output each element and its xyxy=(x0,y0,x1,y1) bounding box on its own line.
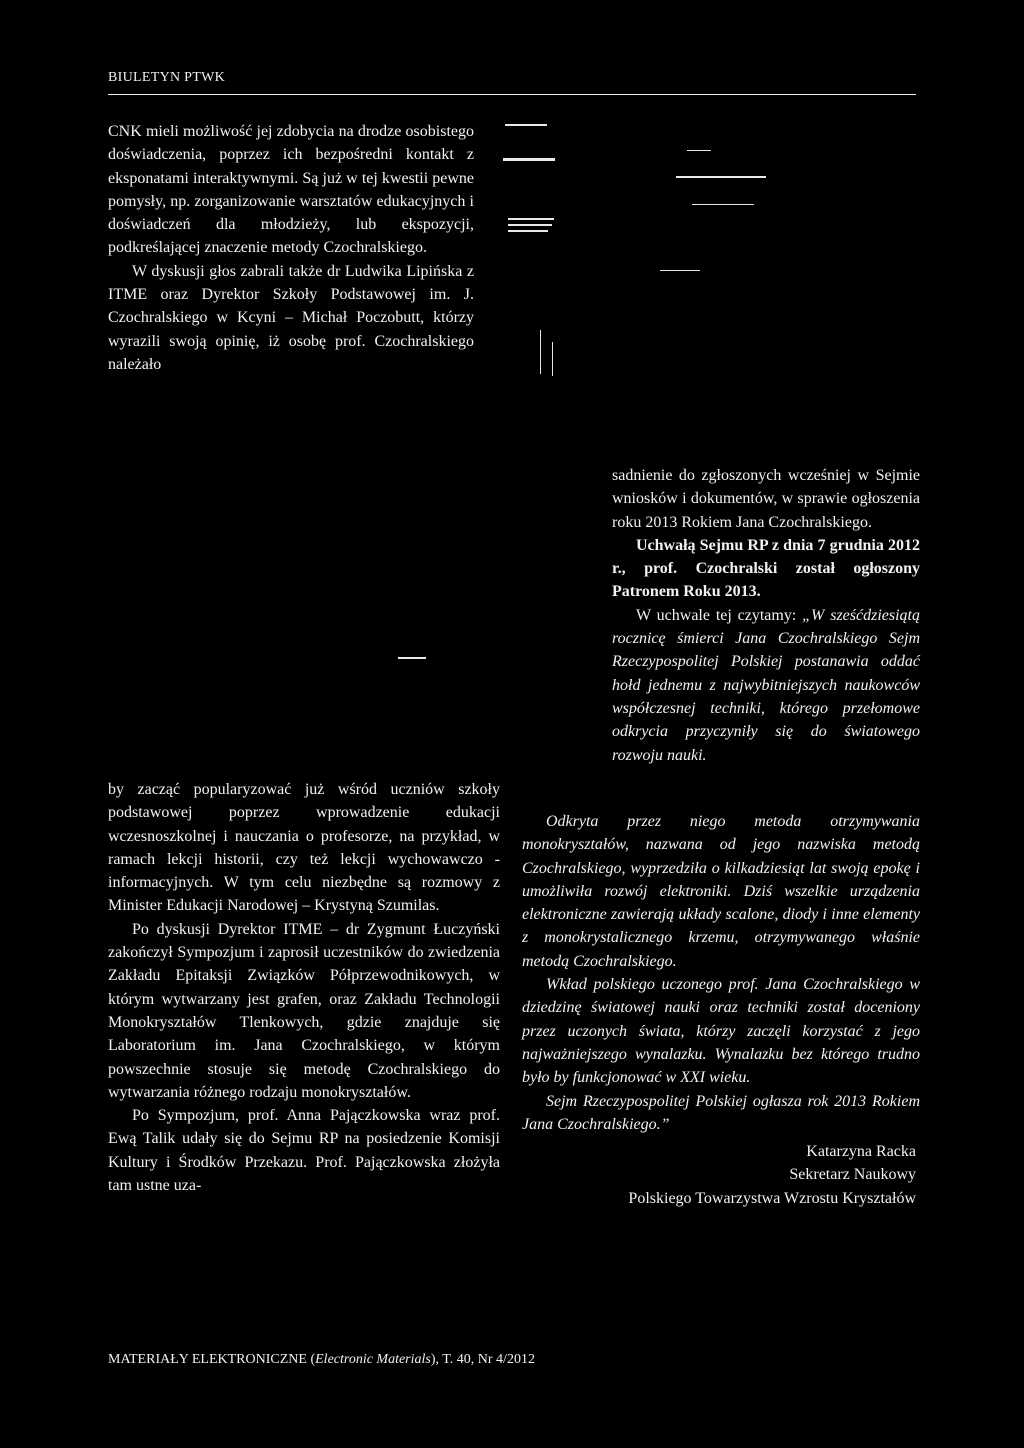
paragraph: Wkład polskiego uczonego prof. Jana Czochralskiego w dziedzinę światowej nauki oraz techniki został doceniony przez uczonych świata, którzy zaczęli korzystać z jego najważniejszego wynalazku. Wynalazku bez którego trudno było by funkcjonować w XXI wieku. xyxy=(522,976,920,1087)
signature xyxy=(522,1140,916,1210)
signature-name: Katarzyna Racka xyxy=(806,1143,916,1160)
paragraph: W uchwale tej czytamy: „W sześćdziesiątą rocznicę śmierci Jana Czochralskiego Sejm Rzeczypospolitej Polskiej postanawia oddać hołd jednemu z najwybitniejszych naukowców współczesnej techniki, którego przełomowe odkrycia przyczyniły się do światowego rozwoju nauki. xyxy=(612,606,921,764)
resolution-quote xyxy=(522,810,920,1136)
running-header: BIULETYN PTWK xyxy=(108,70,226,85)
paragraph: W dyskusji głos zabrali także dr Ludwika Lipińska z ITME oraz Dyrektor Szkoły Podstawowej im. J. Czochralskiego w Kcyni – Michał Poczobutt, którzy wyrazili swoją opinię, iż osobę prof. Czochralskiego należało xyxy=(108,262,474,373)
left-column-top xyxy=(108,120,474,376)
paragraph: sadnienie do zgłoszonych wcześniej w Sejmie wniosków i dokumentów, w sprawie ogłoszenia roku 2013 Rokiem Jana Czochralskiego. xyxy=(612,467,920,531)
paragraph: Sejm Rzeczypospolitej Polskiej ogłasza rok 2013 Rokiem Jana Czochralskiego.” xyxy=(522,1092,920,1133)
paragraph: by zacząć popularyzować już wśród uczniów szkoły podstawowej poprzez wprowadzenie edukacji wczesnoszkolnej i nauczania o profesorze, na przykład, w ramach lekcji historii, czy też lekcji wychowawczo - informacyjnych. W tym celu niezbędne są rozmowy z Minister Edukacji Narodowej – Krystyną Szumilas. xyxy=(108,781,500,915)
paragraph-bold: Uchwałą Sejmu RP z dnia 7 grudnia 2012 r., prof. Czochralski został ogłoszony Patronem Roku 2013. xyxy=(612,536,920,601)
left-column-bottom xyxy=(108,778,500,1197)
paragraph: Po Sympozjum, prof. Anna Pajączkowska wraz prof. Ewą Talik udały się do Sejmu RP na posiedzenie Komisji Kultury i Środków Przekazu. Prof. Pajączkowska złożyła tam ustne uza- xyxy=(108,1107,500,1195)
signature-role: Sekretarz Naukowy xyxy=(789,1166,916,1184)
paragraph: Odkryta przez niego metoda otrzymywania monokryształów, nazwana od jego nazwiska metodą Czochralskiego, wyprzedziła o kilkadziesiąt lat swoją epokę i umożliwiła rozwój elektroniki. Dziś wszelkie urządzenia elektroniczne zawierają układy scalone, diody i inne elementy z monokrystalicznego krzemu, otrzymywanego właśnie metodą Czochralskiego. xyxy=(522,813,920,970)
signature-org: Polskiego Towarzystwa Wzrostu Kryształów xyxy=(628,1189,916,1207)
paragraph: Po dyskusji Dyrektor ITME – dr Zygmunt Łuczyński zakończył Sympozjum i zaprosił uczestników do zwiedzenia Zakładu Epitaksji Związków Półprzewodnikowych, w którym wytwarzany jest grafen, oraz Zakładu Technologii Monokryształów Tlenkowych, gdzie znajduje się Laboratorium im. Jana Czochralskiego, w którym powszechnie stosuje się metodę Czochralskiego do wytwarzania różnego rodzaju monokryształów. xyxy=(108,920,500,1101)
header-rule xyxy=(108,94,916,95)
page-footer: MATERIAŁY ELEKTRONICZNE (Electronic Materials), T. 40, Nr 4/2012 xyxy=(108,1352,535,1367)
right-column xyxy=(612,464,920,767)
paragraph: CNK mieli możliwość jej zdobycia na drodze osobistego doświadczenia, poprzez ich bezpośredni kontakt z eksponatami interaktywnymi. Są już w tej kwestii pewne pomysły, np. zorganizowanie warsztatów edukacyjnych i doświadczeń dla młodzieży, lub ekspozycji, podkreślającej znaczenie metody Czochralskiego. xyxy=(108,123,474,257)
